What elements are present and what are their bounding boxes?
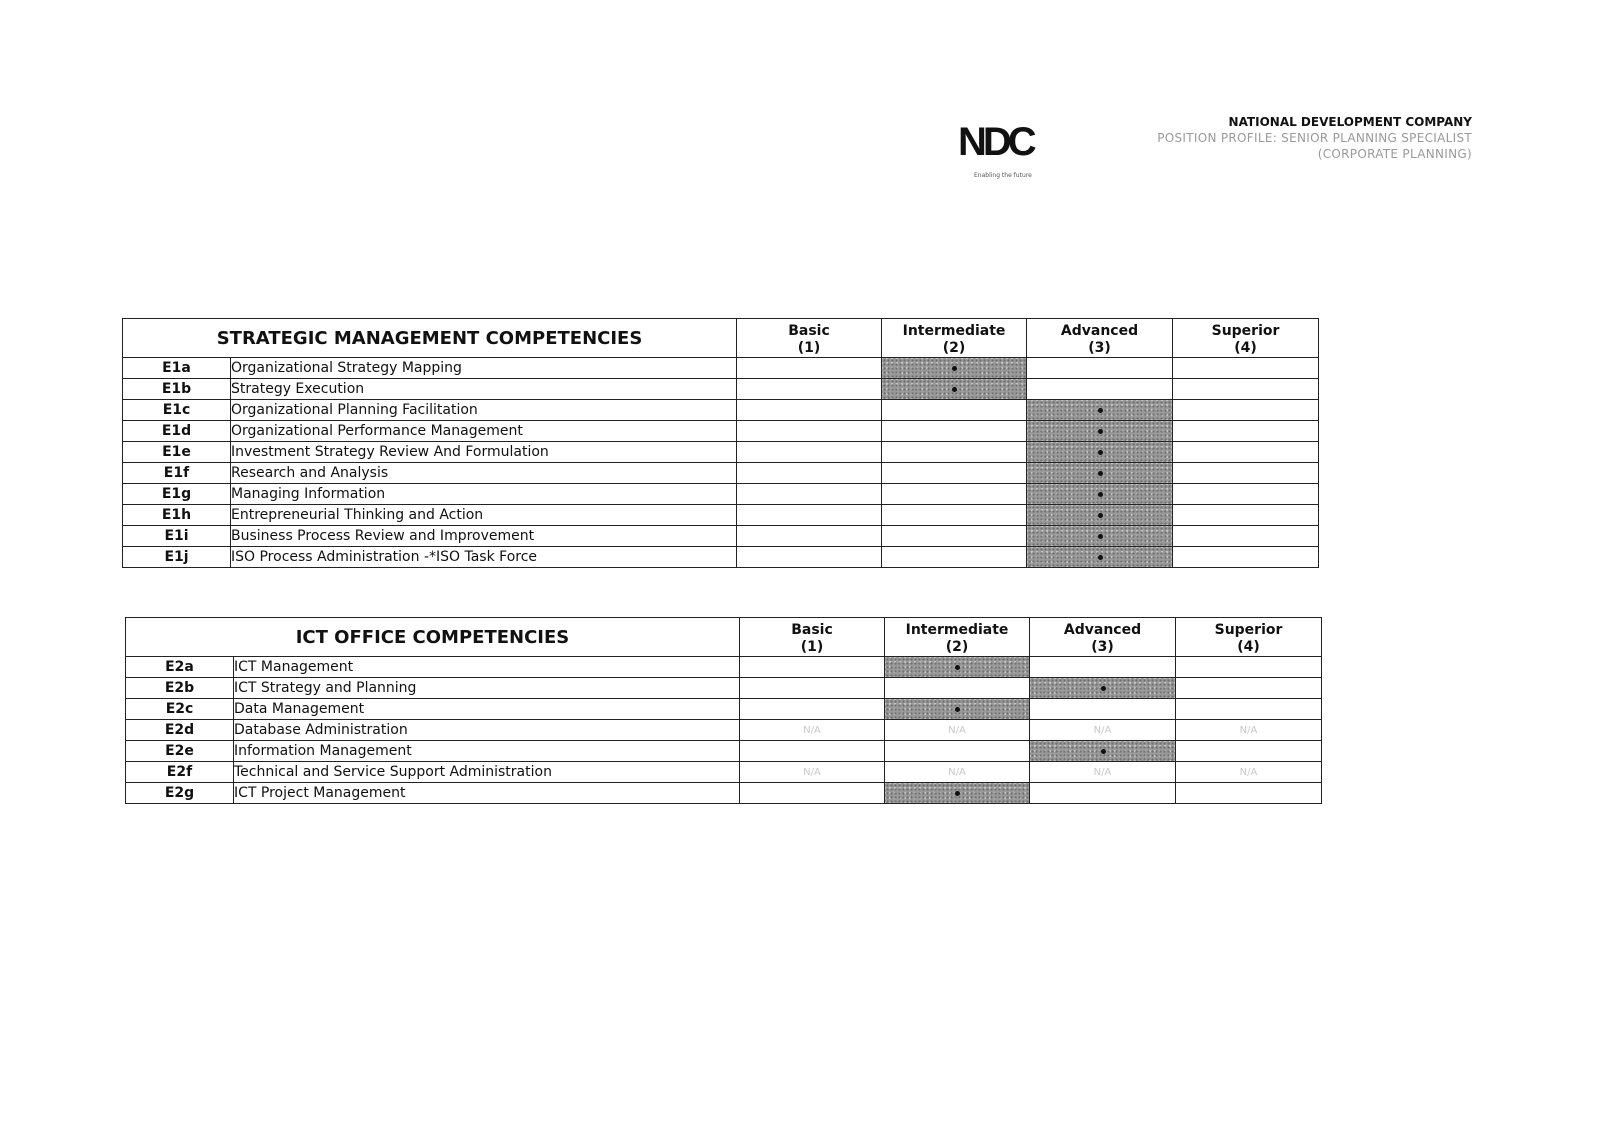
competency-name: Entrepreneurial Thinking and Action — [231, 505, 737, 526]
selected-level-marker — [1098, 429, 1103, 434]
level-cell-intermediate — [882, 484, 1027, 505]
level-header-intermediate: Intermediate (2) — [882, 319, 1027, 358]
level-cell-advanced — [1027, 379, 1173, 400]
level-cell-basic — [737, 421, 882, 442]
selected-level-marker — [1098, 534, 1103, 539]
level-cell-superior — [1173, 463, 1319, 484]
table-row — [126, 783, 1322, 804]
competency-name: Organizational Planning Facilitation — [231, 400, 737, 421]
table-row — [126, 741, 1322, 762]
level-cell-advanced — [1027, 421, 1173, 442]
competency-name: Organizational Strategy Mapping — [231, 358, 737, 379]
selected-level-marker — [952, 366, 957, 371]
position-profile-department: (CORPORATE PLANNING) — [1317, 147, 1472, 161]
level-cell-superior — [1176, 678, 1322, 699]
level-cell-advanced — [1030, 657, 1176, 678]
not-applicable-cell: N/A — [1030, 720, 1176, 741]
not-applicable-cell: N/A — [740, 762, 885, 783]
level-cell-advanced — [1027, 358, 1173, 379]
table-row — [123, 442, 1319, 463]
table-row — [123, 484, 1319, 505]
level-cell-intermediate — [882, 442, 1027, 463]
table-row — [123, 463, 1319, 484]
selected-level-marker — [1098, 492, 1103, 497]
level-cell-advanced — [1027, 505, 1173, 526]
competency-code: E2c — [126, 699, 234, 720]
not-applicable-cell: N/A — [1176, 720, 1322, 741]
table-row — [123, 358, 1319, 379]
competency-code: E1e — [123, 442, 231, 463]
level-cell-superior — [1173, 547, 1319, 568]
level-cell-superior — [1176, 699, 1322, 720]
level-cell-advanced — [1027, 400, 1173, 421]
level-cell-basic — [737, 379, 882, 400]
not-applicable-cell: N/A — [740, 720, 885, 741]
level-cell-advanced — [1030, 741, 1176, 762]
level-cell-superior — [1173, 442, 1319, 463]
company-name: NATIONAL DEVELOPMENT COMPANY — [1228, 115, 1472, 129]
level-cell-advanced — [1027, 442, 1173, 463]
logo-mark: NDC — [958, 120, 1033, 164]
level-cell-basic — [740, 678, 885, 699]
table-row — [123, 547, 1319, 568]
level-cell-basic — [737, 442, 882, 463]
level-cell-superior — [1173, 505, 1319, 526]
competency-code: E2f — [126, 762, 234, 783]
level-cell-basic — [737, 463, 882, 484]
level-cell-advanced — [1030, 699, 1176, 720]
level-cell-basic — [737, 547, 882, 568]
level-cell-intermediate — [882, 526, 1027, 547]
strategic-management-competencies-table — [122, 318, 1319, 568]
competency-rows — [126, 657, 1322, 804]
competency-name: Investment Strategy Review And Formulation — [231, 442, 737, 463]
level-cell-basic — [737, 400, 882, 421]
table-row — [126, 678, 1322, 699]
table-row — [123, 400, 1319, 421]
level-header-intermediate: Intermediate (2) — [885, 618, 1030, 657]
logo-tagline: Enabling the future — [974, 172, 1032, 179]
level-header-basic: Basic (1) — [740, 618, 885, 657]
level-cell-superior — [1176, 657, 1322, 678]
level-cell-basic — [737, 484, 882, 505]
not-applicable-cell: N/A — [885, 762, 1030, 783]
level-cell-intermediate — [882, 547, 1027, 568]
level-cell-superior — [1173, 379, 1319, 400]
level-cell-superior — [1176, 783, 1322, 804]
not-applicable-cell: N/A — [1176, 762, 1322, 783]
competency-code: E1f — [123, 463, 231, 484]
competency-name: Strategy Execution — [231, 379, 737, 400]
table-row — [126, 720, 1322, 741]
section-title: STRATEGIC MANAGEMENT COMPETENCIES — [123, 319, 737, 358]
competency-code: E1c — [123, 400, 231, 421]
level-cell-advanced — [1027, 484, 1173, 505]
level-cell-superior — [1176, 741, 1322, 762]
level-cell-superior — [1173, 358, 1319, 379]
competency-code: E2a — [126, 657, 234, 678]
competency-code: E1a — [123, 358, 231, 379]
competency-code: E2g — [126, 783, 234, 804]
level-header-advanced: Advanced (3) — [1027, 319, 1173, 358]
level-cell-intermediate — [882, 463, 1027, 484]
level-cell-basic — [740, 783, 885, 804]
competency-name: Organizational Performance Management — [231, 421, 737, 442]
selected-level-marker — [955, 791, 960, 796]
level-header-basic: Basic (1) — [737, 319, 882, 358]
level-cell-intermediate — [882, 400, 1027, 421]
section-title: ICT OFFICE COMPETENCIES — [126, 618, 740, 657]
level-cell-basic — [737, 358, 882, 379]
competency-name: Data Management — [234, 699, 740, 720]
table-row — [123, 526, 1319, 547]
selected-level-marker — [1101, 749, 1106, 754]
level-cell-superior — [1173, 484, 1319, 505]
level-cell-basic — [737, 505, 882, 526]
level-cell-intermediate — [882, 358, 1027, 379]
competency-name: Business Process Review and Improvement — [231, 526, 737, 547]
level-cell-intermediate — [885, 741, 1030, 762]
level-cell-basic — [740, 741, 885, 762]
level-cell-advanced — [1027, 526, 1173, 547]
selected-level-marker — [1098, 471, 1103, 476]
competency-name: Database Administration — [234, 720, 740, 741]
competency-code: E2d — [126, 720, 234, 741]
ict-office-competencies-table — [125, 617, 1322, 804]
position-profile-title: POSITION PROFILE: SENIOR PLANNING SPECIALIST — [1157, 131, 1472, 145]
level-cell-intermediate — [885, 657, 1030, 678]
selected-level-marker — [955, 665, 960, 670]
competency-name: Information Management — [234, 741, 740, 762]
table-row — [126, 657, 1322, 678]
competency-name: ISO Process Administration -*ISO Task Force — [231, 547, 737, 568]
not-applicable-cell: N/A — [1030, 762, 1176, 783]
competency-code: E1i — [123, 526, 231, 547]
competency-code: E1j — [123, 547, 231, 568]
ndc-logo — [958, 122, 1068, 184]
document-header — [1060, 114, 1472, 162]
selected-level-marker — [1098, 555, 1103, 560]
table-row — [126, 762, 1322, 783]
competency-name: Research and Analysis — [231, 463, 737, 484]
competency-code: E1h — [123, 505, 231, 526]
competency-rows — [123, 358, 1319, 568]
selected-level-marker — [1101, 686, 1106, 691]
level-cell-intermediate — [885, 783, 1030, 804]
competency-name: ICT Project Management — [234, 783, 740, 804]
level-header-superior: Superior (4) — [1176, 618, 1322, 657]
level-cell-intermediate — [885, 699, 1030, 720]
table-row — [123, 505, 1319, 526]
level-cell-superior — [1173, 421, 1319, 442]
level-cell-intermediate — [882, 421, 1027, 442]
level-cell-advanced — [1030, 783, 1176, 804]
level-header-advanced: Advanced (3) — [1030, 618, 1176, 657]
selected-level-marker — [1098, 450, 1103, 455]
competency-name: ICT Strategy and Planning — [234, 678, 740, 699]
selected-level-marker — [955, 707, 960, 712]
level-header-superior: Superior (4) — [1173, 319, 1319, 358]
level-cell-superior — [1173, 526, 1319, 547]
selected-level-marker — [1098, 408, 1103, 413]
table-row — [123, 379, 1319, 400]
level-cell-intermediate — [885, 678, 1030, 699]
level-cell-intermediate — [882, 505, 1027, 526]
level-cell-advanced — [1027, 463, 1173, 484]
level-cell-basic — [740, 657, 885, 678]
competency-code: E2b — [126, 678, 234, 699]
level-cell-superior — [1173, 400, 1319, 421]
not-applicable-cell: N/A — [885, 720, 1030, 741]
table-row — [126, 699, 1322, 720]
competency-name: ICT Management — [234, 657, 740, 678]
selected-level-marker — [952, 387, 957, 392]
level-cell-basic — [740, 699, 885, 720]
table-row — [123, 421, 1319, 442]
competency-code: E1d — [123, 421, 231, 442]
level-cell-advanced — [1030, 678, 1176, 699]
competency-code: E1g — [123, 484, 231, 505]
selected-level-marker — [1098, 513, 1103, 518]
level-cell-basic — [737, 526, 882, 547]
competency-name: Technical and Service Support Administration — [234, 762, 740, 783]
competency-code: E1b — [123, 379, 231, 400]
competency-code: E2e — [126, 741, 234, 762]
competency-name: Managing Information — [231, 484, 737, 505]
level-cell-intermediate — [882, 379, 1027, 400]
level-cell-advanced — [1027, 547, 1173, 568]
